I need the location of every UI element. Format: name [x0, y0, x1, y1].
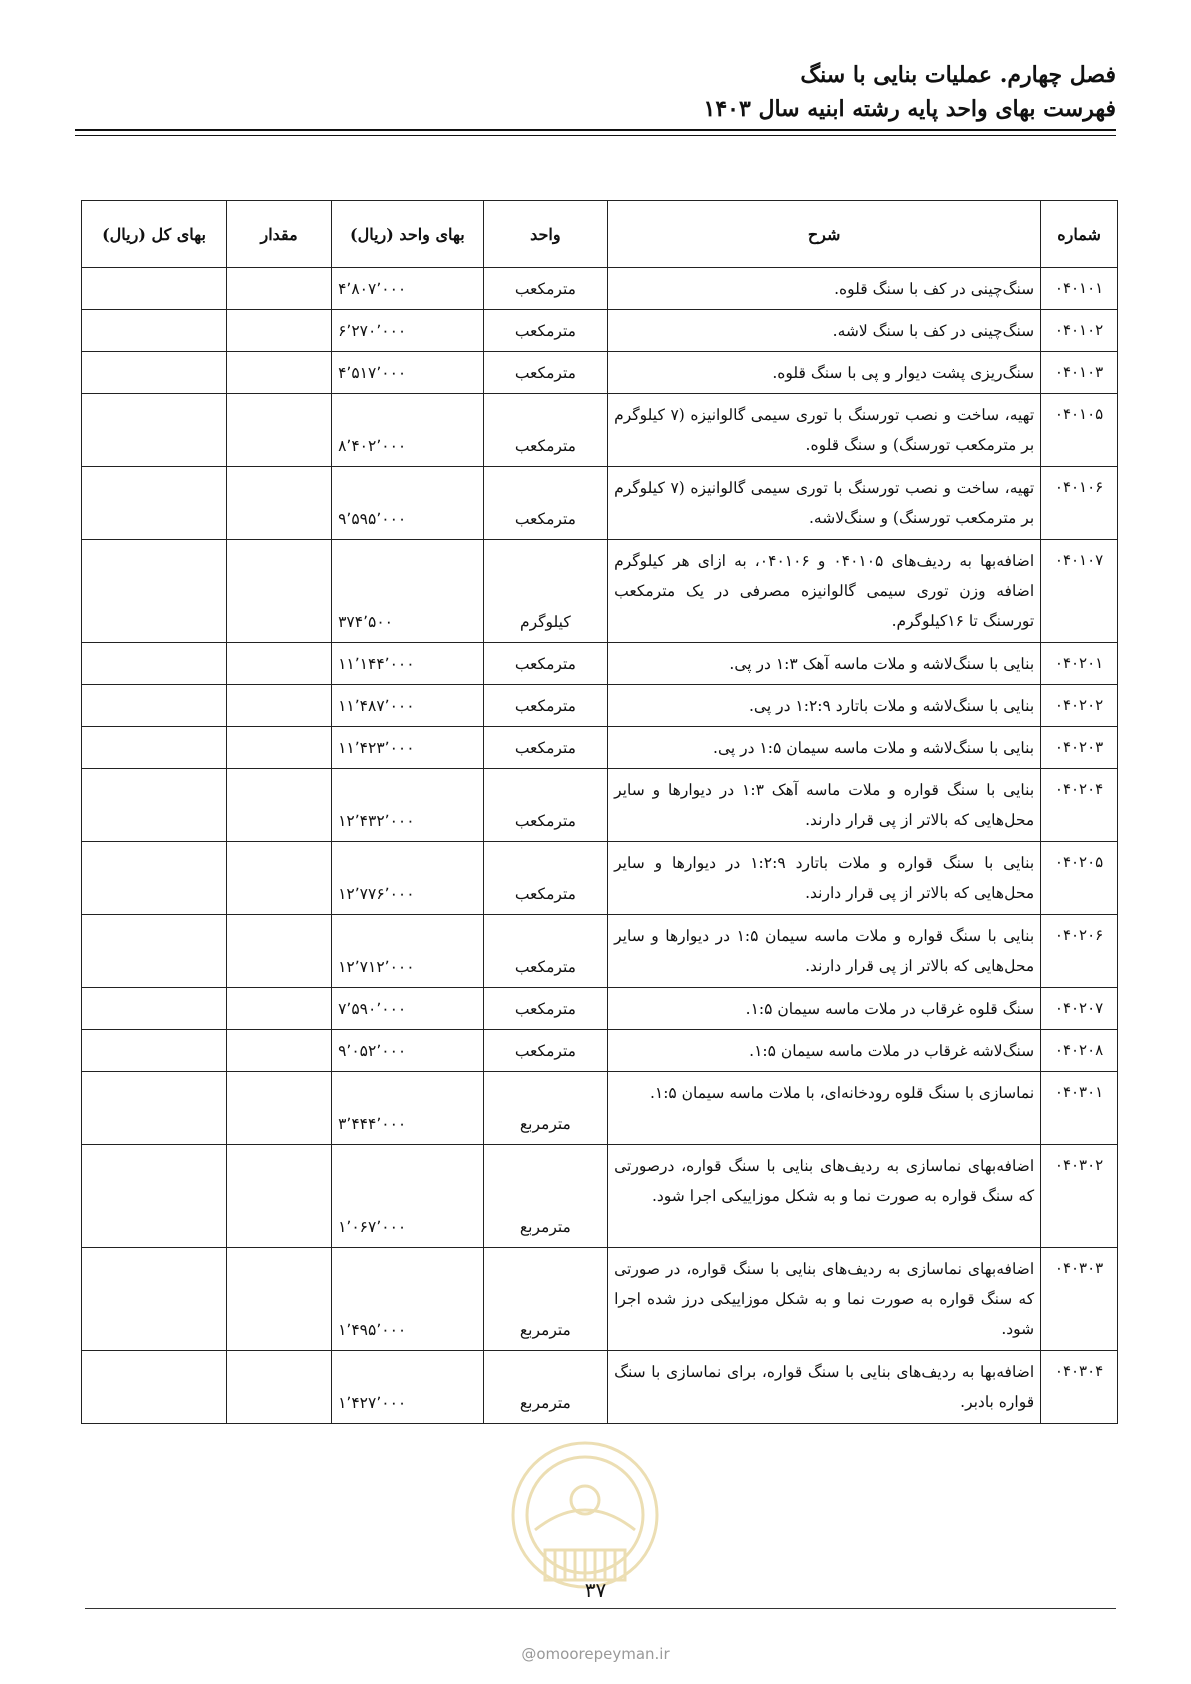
row-unit: مترمکعب — [483, 310, 607, 352]
row-description: بنایی با سنگ‌لاشه و ملات باتارد ۱:۲:۹ در پی. — [608, 685, 1041, 727]
row-quantity — [227, 915, 332, 988]
row-code: ۰۴۰۲۰۷ — [1041, 988, 1118, 1030]
row-total — [82, 310, 227, 352]
header-rule-thin — [75, 135, 1116, 136]
row-unit-price: ۱٬۰۶۷٬۰۰۰ — [332, 1145, 484, 1248]
row-code: ۰۴۰۳۰۳ — [1041, 1248, 1118, 1351]
row-total — [82, 1351, 227, 1424]
table-row — [82, 643, 1118, 685]
row-total — [82, 268, 227, 310]
row-total — [82, 915, 227, 988]
row-code: ۰۴۰۲۰۳ — [1041, 727, 1118, 769]
row-description: سنگ‌چینی در کف با سنگ لاشه. — [608, 310, 1041, 352]
row-code: ۰۴۰۱۰۶ — [1041, 467, 1118, 540]
row-quantity — [227, 394, 332, 467]
row-unit: مترمربع — [483, 1248, 607, 1351]
row-unit-price: ۱۲٬۷۷۶٬۰۰۰ — [332, 842, 484, 915]
row-total — [82, 394, 227, 467]
row-description: بنایی با سنگ‌لاشه و ملات ماسه سیمان ۱:۵ در پی. — [608, 727, 1041, 769]
row-unit: مترمکعب — [483, 769, 607, 842]
row-unit-price: ۷٬۵۹۰٬۰۰۰ — [332, 988, 484, 1030]
row-unit-price: ۸٬۴۰۲٬۰۰۰ — [332, 394, 484, 467]
row-unit: مترمکعب — [483, 915, 607, 988]
row-unit-price: ۱٬۴۲۷٬۰۰۰ — [332, 1351, 484, 1424]
row-code: ۰۴۰۱۰۳ — [1041, 352, 1118, 394]
row-description: بنایی با سنگ قواره و ملات باتارد ۱:۲:۹ در دیوارها و سایر محل‌هایی که بالاتر از پی قرار دارند. — [608, 842, 1041, 915]
row-total — [82, 1248, 227, 1351]
table-row — [82, 915, 1118, 988]
column-header-total: بهای کل (ریال) — [82, 201, 227, 268]
row-unit: کیلوگرم — [483, 540, 607, 643]
row-quantity — [227, 268, 332, 310]
table-row — [82, 1072, 1118, 1145]
chapter-title: فصل چهارم. عملیات بنایی با سنگ — [800, 62, 1116, 88]
row-description: بنایی با سنگ قواره و ملات ماسه آهک ۱:۳ در دیوارها و سایر محل‌هایی که بالاتر از پی قرار دارند. — [608, 769, 1041, 842]
table-row — [82, 540, 1118, 643]
row-quantity — [227, 1351, 332, 1424]
row-code: ۰۴۰۱۰۱ — [1041, 268, 1118, 310]
row-total — [82, 352, 227, 394]
row-description: سنگ‌چینی در کف با سنگ قلوه. — [608, 268, 1041, 310]
page-header — [704, 58, 1116, 126]
row-description: سنگ‌لاشه غرقاب در ملات ماسه سیمان ۱:۵. — [608, 1030, 1041, 1072]
row-unit-price: ۶٬۲۷۰٬۰۰۰ — [332, 310, 484, 352]
row-unit-price: ۳٬۴۴۴٬۰۰۰ — [332, 1072, 484, 1145]
row-unit-price: ۱۲٬۴۳۲٬۰۰۰ — [332, 769, 484, 842]
row-quantity — [227, 1072, 332, 1145]
row-quantity — [227, 1248, 332, 1351]
row-description: سنگ‌ریزی پشت دیوار و پی با سنگ قلوه. — [608, 352, 1041, 394]
row-total — [82, 769, 227, 842]
row-unit: مترمکعب — [483, 643, 607, 685]
column-header-description: شرح — [608, 201, 1041, 268]
row-quantity — [227, 1030, 332, 1072]
table-row — [82, 1248, 1118, 1351]
table-header-row — [82, 201, 1118, 268]
row-code: ۰۴۰۱۰۵ — [1041, 394, 1118, 467]
row-unit: مترمکعب — [483, 842, 607, 915]
row-total — [82, 643, 227, 685]
table-row — [82, 268, 1118, 310]
table-row — [82, 769, 1118, 842]
row-unit-price: ۱٬۴۹۵٬۰۰۰ — [332, 1248, 484, 1351]
row-code: ۰۴۰۱۰۷ — [1041, 540, 1118, 643]
table-row — [82, 727, 1118, 769]
row-quantity — [227, 727, 332, 769]
row-quantity — [227, 988, 332, 1030]
row-unit: مترمکعب — [483, 727, 607, 769]
row-unit: مترمکعب — [483, 352, 607, 394]
row-total — [82, 727, 227, 769]
row-code: ۰۴۰۲۰۱ — [1041, 643, 1118, 685]
row-unit: مترمربع — [483, 1351, 607, 1424]
row-unit: مترمربع — [483, 1145, 607, 1248]
row-code: ۰۴۰۲۰۵ — [1041, 842, 1118, 915]
row-unit-price: ۹٬۵۹۵٬۰۰۰ — [332, 467, 484, 540]
row-unit: مترمکعب — [483, 1030, 607, 1072]
row-description: تهیه، ساخت و نصب تورسنگ با توری سیمی گالوانیزه (۷ کیلوگرم بر مترمکعب تورسنگ) و سنگ قلوه. — [608, 394, 1041, 467]
row-description: اضافه‌بهای نماسازی به ردیف‌های بنایی با سنگ قواره، درصورتی که سنگ قواره به صورت نما و به شکل موزاییکی اجرا شود. — [608, 1145, 1041, 1248]
row-quantity — [227, 842, 332, 915]
page-number: ۳۷ — [584, 1578, 607, 1602]
table-row — [82, 467, 1118, 540]
row-quantity — [227, 352, 332, 394]
table-row — [82, 1030, 1118, 1072]
row-description: تهیه، ساخت و نصب تورسنگ با توری سیمی گالوانیزه (۷ کیلوگرم بر مترمکعب تورسنگ) و سنگ‌لاشه. — [608, 467, 1041, 540]
row-description: نماسازی با سنگ قلوه رودخانه‌ای، با ملات ماسه سیمان ۱:۵. — [608, 1072, 1041, 1145]
row-description: بنایی با سنگ قواره و ملات ماسه سیمان ۱:۵ در دیوارها و سایر محل‌هایی که بالاتر از پی قرار دارند. — [608, 915, 1041, 988]
row-code: ۰۴۰۲۰۶ — [1041, 915, 1118, 988]
row-total — [82, 467, 227, 540]
row-unit-price: ۹٬۰۵۲٬۰۰۰ — [332, 1030, 484, 1072]
row-code: ۰۴۰۱۰۲ — [1041, 310, 1118, 352]
table-row — [82, 1145, 1118, 1248]
row-total — [82, 540, 227, 643]
row-quantity — [227, 685, 332, 727]
row-unit-price: ۴٬۸۰۷٬۰۰۰ — [332, 268, 484, 310]
row-unit: مترمربع — [483, 1072, 607, 1145]
row-total — [82, 1030, 227, 1072]
row-total — [82, 1145, 227, 1248]
table-row — [82, 310, 1118, 352]
row-unit: مترمکعب — [483, 268, 607, 310]
row-unit-price: ۱۱٬۴۲۳٬۰۰۰ — [332, 727, 484, 769]
row-description: اضافه‌بها به ردیف‌های ۰۴۰۱۰۵ و ۰۴۰۱۰۶، به ازای هر کیلوگرم اضافه وزن توری سیمی گالوانیزه مصرفی در یک مترمکعب تورسنگ تا ۱۶کیلوگرم. — [608, 540, 1041, 643]
row-quantity — [227, 1145, 332, 1248]
row-unit: مترمکعب — [483, 685, 607, 727]
row-unit: مترمکعب — [483, 467, 607, 540]
document-subtitle: فهرست بهای واحد پایه رشته ابنیه سال ۱۴۰۳ — [703, 96, 1116, 122]
table-row — [82, 1351, 1118, 1424]
row-quantity — [227, 540, 332, 643]
table-row — [82, 685, 1118, 727]
column-header-quantity: مقدار — [227, 201, 332, 268]
row-description: بنایی با سنگ‌لاشه و ملات ماسه آهک ۱:۳ در پی. — [608, 643, 1041, 685]
column-header-unit: واحد — [483, 201, 607, 268]
row-description: سنگ قلوه غرقاب در ملات ماسه سیمان ۱:۵. — [608, 988, 1041, 1030]
row-quantity — [227, 643, 332, 685]
row-total — [82, 685, 227, 727]
row-quantity — [227, 467, 332, 540]
table-row — [82, 842, 1118, 915]
site-credit: @omoorepeyman.ir — [521, 1645, 670, 1663]
price-list-table — [81, 200, 1118, 1424]
row-unit-price: ۱۲٬۷۱۲٬۰۰۰ — [332, 915, 484, 988]
row-unit-price: ۳۷۴٬۵۰۰ — [332, 540, 484, 643]
row-total — [82, 1072, 227, 1145]
row-unit-price: ۱۱٬۴۸۷٬۰۰۰ — [332, 685, 484, 727]
row-unit-price: ۴٬۵۱۷٬۰۰۰ — [332, 352, 484, 394]
row-description: اضافه‌بها به ردیف‌های بنایی با سنگ قواره، برای نماسازی با سنگ قواره بادبر. — [608, 1351, 1041, 1424]
row-code: ۰۴۰۲۰۸ — [1041, 1030, 1118, 1072]
row-unit: مترمکعب — [483, 394, 607, 467]
row-total — [82, 842, 227, 915]
column-header-unit-price: بهای واحد (ریال) — [332, 201, 484, 268]
header-rule-thick — [75, 129, 1116, 131]
row-total — [82, 988, 227, 1030]
row-code: ۰۴۰۳۰۱ — [1041, 1072, 1118, 1145]
row-code: ۰۴۰۲۰۴ — [1041, 769, 1118, 842]
row-code: ۰۴۰۲۰۲ — [1041, 685, 1118, 727]
table-row — [82, 394, 1118, 467]
table-row — [82, 352, 1118, 394]
footer-rule — [85, 1608, 1116, 1609]
row-quantity — [227, 769, 332, 842]
row-unit-price: ۱۱٬۱۴۴٬۰۰۰ — [332, 643, 484, 685]
row-description: اضافه‌بهای نماسازی به ردیف‌های بنایی با سنگ قواره، در صورتی که سنگ قواره به صورت نما و به شکل موزاییکی درز شده اجرا شود. — [608, 1248, 1041, 1351]
column-header-code: شماره — [1041, 201, 1118, 268]
table-row — [82, 988, 1118, 1030]
row-code: ۰۴۰۳۰۲ — [1041, 1145, 1118, 1248]
row-quantity — [227, 310, 332, 352]
row-unit: مترمکعب — [483, 988, 607, 1030]
row-code: ۰۴۰۳۰۴ — [1041, 1351, 1118, 1424]
watermark-seal — [505, 1430, 665, 1600]
